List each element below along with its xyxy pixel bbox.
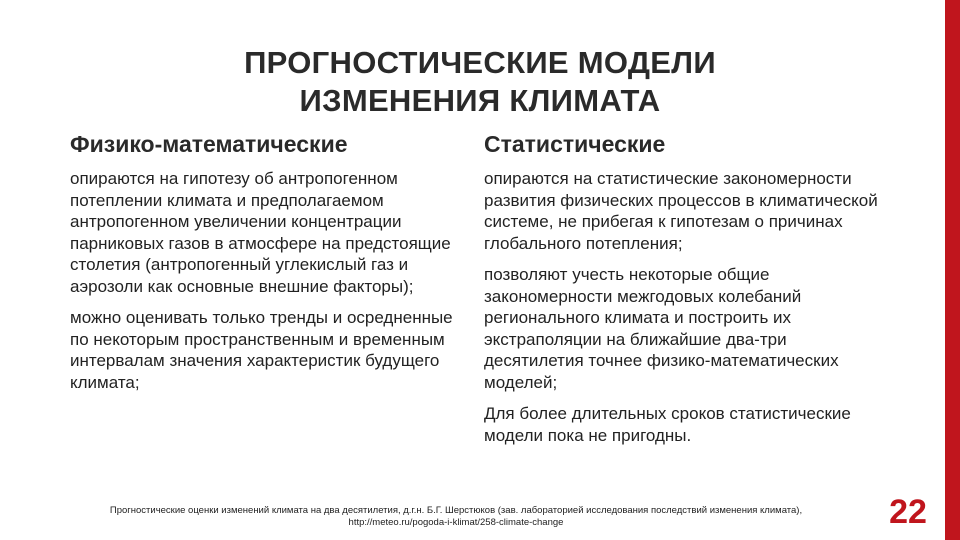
footnote-citation: Прогностические оценки изменений климата на два десятилетия, д.г.н. Б.Г. Шерстюков (зав. лабораторией исследования последствий изменения климата), — [109, 505, 803, 516]
physical-math-heading: Физико-математические — [70, 131, 348, 157]
accent-bar — [945, 0, 960, 540]
title-line-1: ПРОГНОСТИЧЕСКИЕ МОДЕЛИ — [244, 45, 716, 80]
physical-math-paragraph-2: можно оценивать только тренды и осредненные по некоторым пространственным и временным интервалам значения характеристик будущего климата; — [70, 308, 453, 392]
physical-math-column — [70, 128, 465, 403]
page-number: 22 — [889, 493, 927, 531]
statistical-column — [484, 128, 884, 456]
source-footnote — [50, 505, 862, 529]
title-line-2: ИЗМЕНЕНИЯ КЛИМАТА — [299, 83, 661, 118]
statistical-heading: Статистические — [484, 131, 666, 157]
statistical-paragraph-3: Для более длительных сроков статистические модели пока не пригодны. — [484, 404, 851, 445]
statistical-paragraph-1: опираются на статистические закономерности развития физических процессов в климатической системе, не прибегая к гипотезам о причинах глобального потепления; — [484, 169, 878, 253]
physical-math-paragraph-1: опираются на гипотезу об антропогенном потеплении климата и предполагаемом антропогенном увеличении концентрации парниковых газов в атмосфере на предстоящие столетия (антропогенный углекислый газ и аэрозоли как основные внешние факторы); — [70, 169, 451, 296]
slide-title — [150, 44, 810, 120]
statistical-paragraph-2: позволяют учесть некоторые общие закономерности межгодовых колебаний регионального климата и построить их экстраполяции на ближайшие два-три десятилетия точнее физико-математических моделей; — [484, 265, 839, 392]
footnote-url[interactable]: http://meteo.ru/pogoda-i-klimat/258-climate-change — [348, 517, 564, 528]
